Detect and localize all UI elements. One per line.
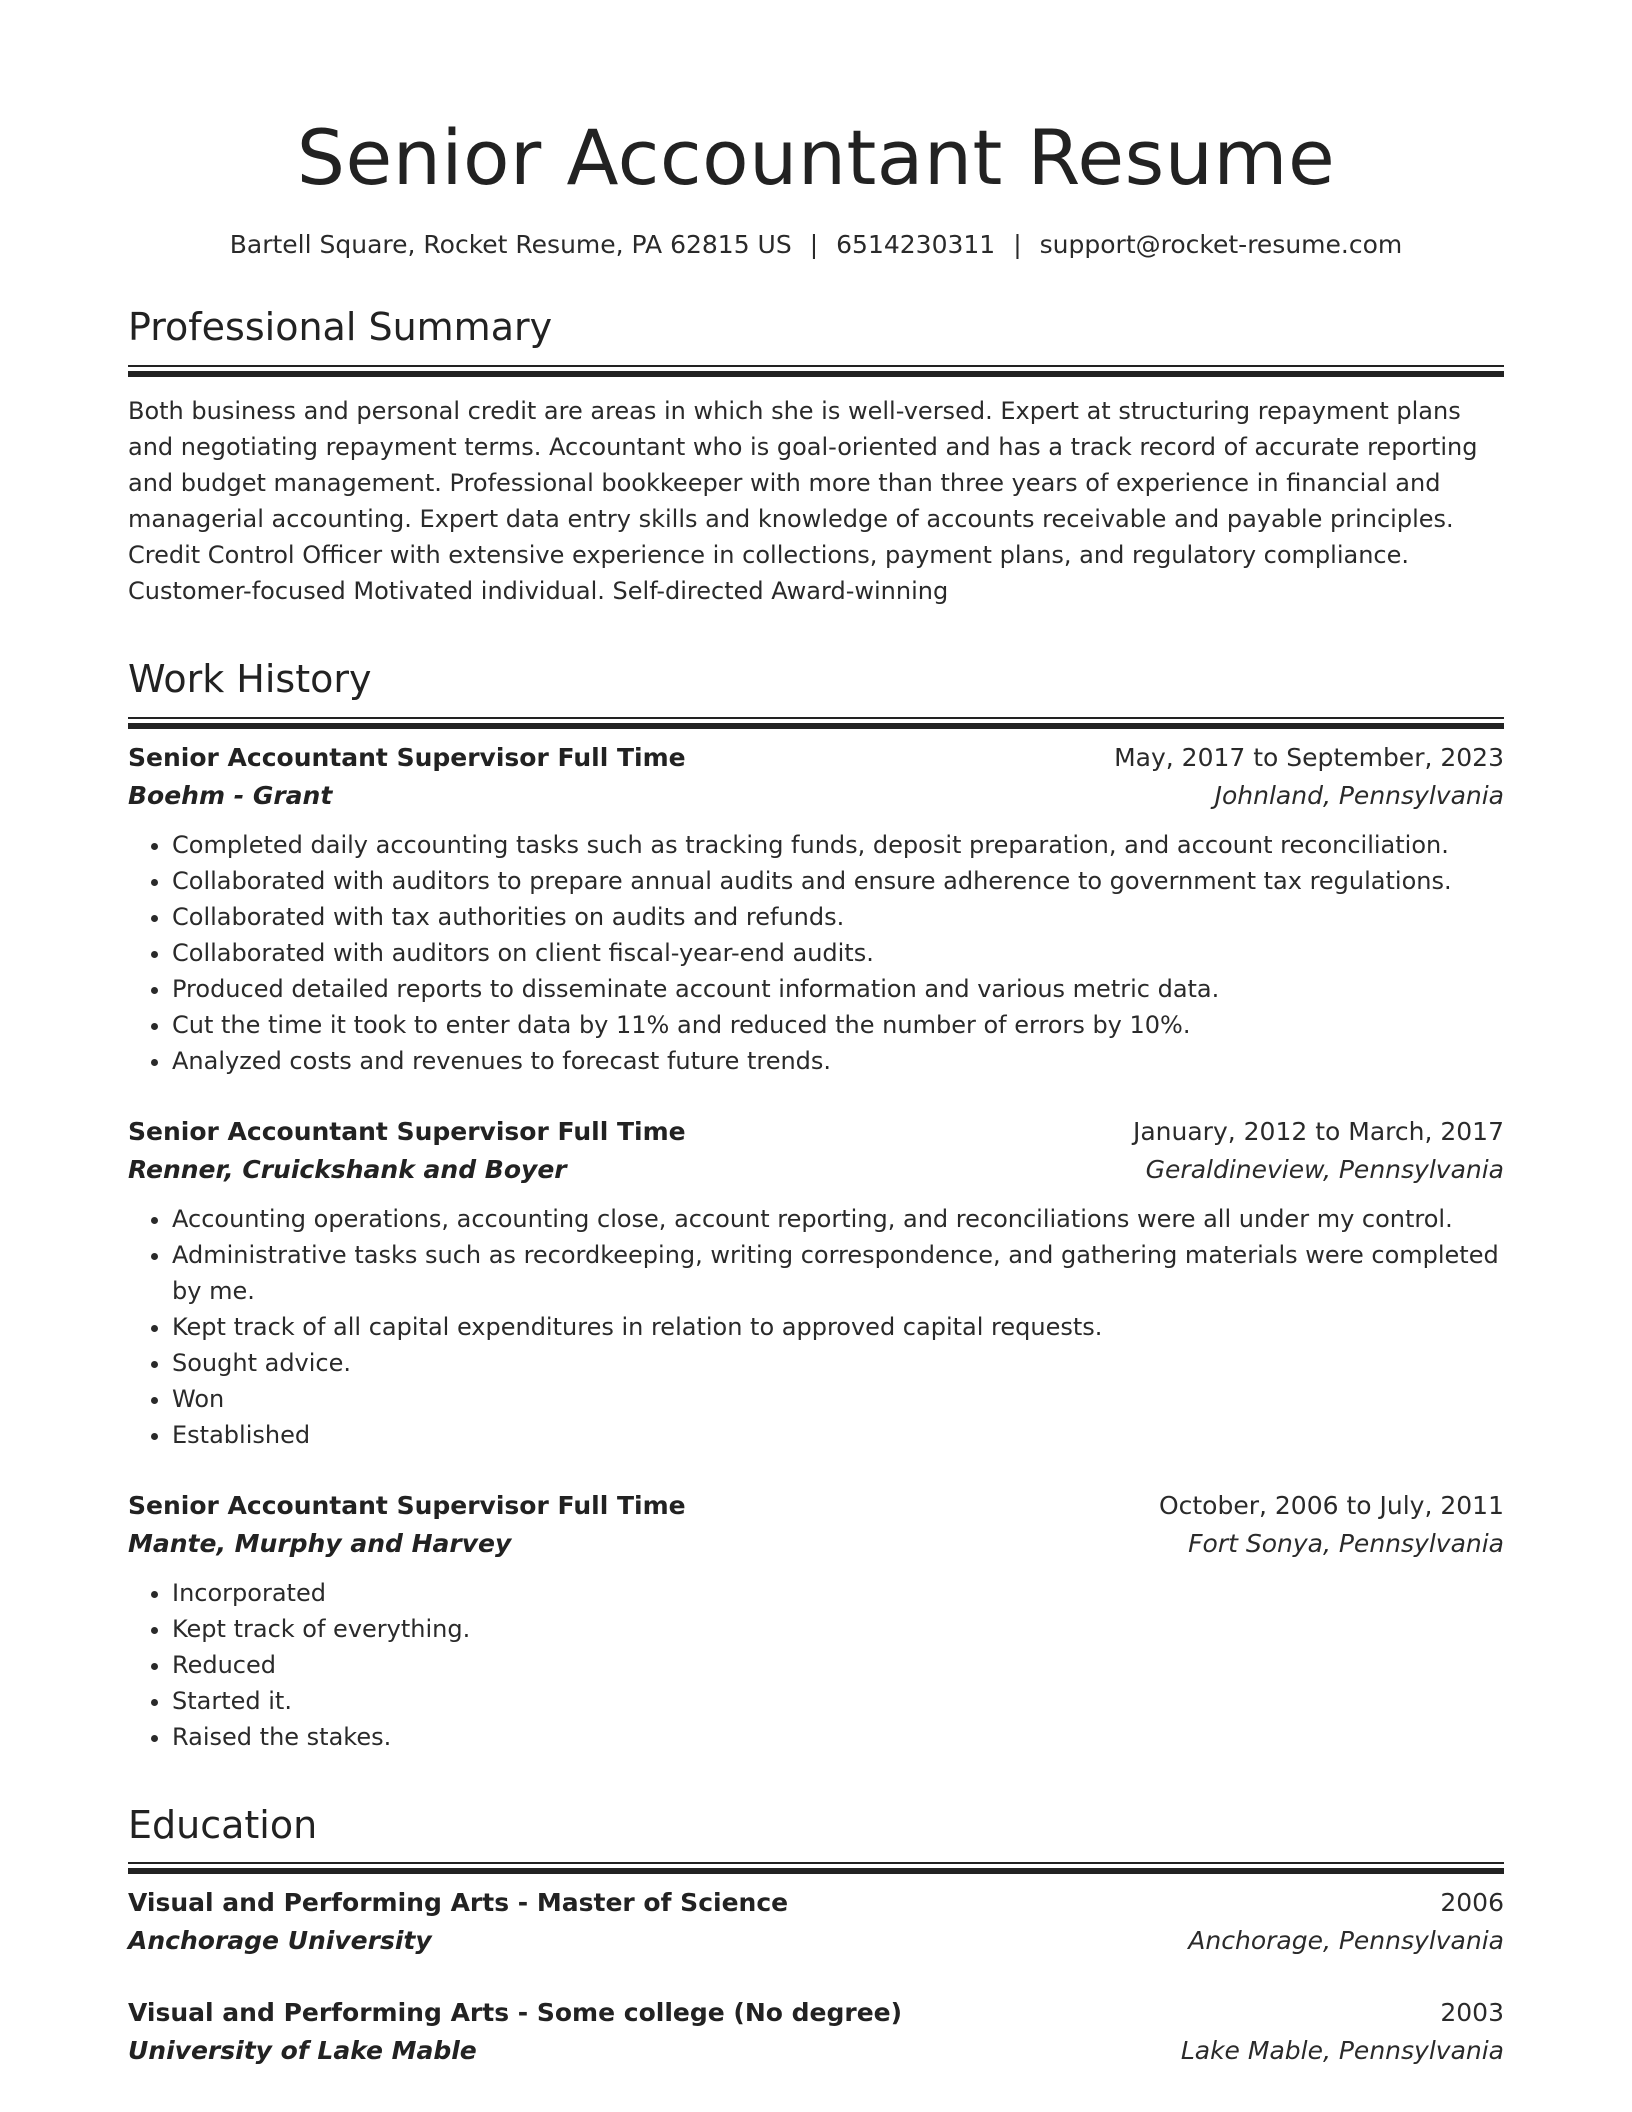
summary-text: Both business and personal credit are areas in which she is well-versed. Expert at structuring repayment plans and negotiating repayment terms. Accountant who is goal-oriented and has a track record of accurate reporting and budget management. Professional bookkeeper with more than three years of experience in financial and managerial accounting. Expert data entry skills and knowledge of accounts receivable and payable principles. Credit Control Officer with extensive experience in collections, payment plans, and regulatory compliance. Customer-focused Motivated individual. Self-directed Award-winning (128, 396, 1478, 605)
job-bullet: • Administrative tasks such as recordkeeping, writing correspondence, and gathering materials were completed by me. (172, 1237, 1504, 1309)
school-location: Anchorage, Pennsylvania (1188, 1926, 1504, 1956)
job-title: Senior Accountant Supervisor Full Time (128, 1116, 686, 1146)
job-bullets (128, 1575, 1504, 1755)
job-header (128, 1113, 1504, 1151)
job-bullet: • Sought advice. (172, 1345, 1504, 1381)
contact-phone: 6514230311 (836, 230, 996, 259)
job-bullet: • Collaborated with auditors to prepare annual audits and ensure adherence to government tax regulations. (172, 863, 1504, 899)
education-year: 2006 (1440, 1888, 1504, 1918)
job-bullet: • Kept track of everything. (172, 1611, 1504, 1647)
job-bullet: • Started it. (172, 1683, 1504, 1719)
education-entry (128, 1994, 1504, 2070)
section-divider (128, 365, 1504, 367)
summary-section (128, 307, 1504, 609)
job-bullet: • Produced detailed reports to disseminate account information and various metric data. (172, 971, 1504, 1007)
job-bullet: • Won (172, 1381, 1504, 1417)
section-title: Work History (128, 656, 372, 701)
contact-separator: | (809, 230, 819, 259)
section-divider (128, 1862, 1504, 1864)
job-bullet: • Collaborated with tax authorities on audits and refunds. (172, 899, 1504, 935)
job-subheader (128, 1151, 1504, 1189)
contact-separator: | (1013, 230, 1022, 259)
job-entry (128, 1487, 1504, 1755)
job-bullet: • Raised the stakes. (172, 1719, 1504, 1755)
job-title: Senior Accountant Supervisor Full Time (128, 742, 686, 772)
job-dates: January, 2012 to March, 2017 (1132, 1116, 1504, 1146)
job-header (128, 739, 1504, 777)
job-bullet: • Accounting operations, accounting close, account reporting, and reconciliations were all under my control. (172, 1201, 1504, 1237)
job-dates: May, 2017 to September, 2023 (1114, 742, 1504, 772)
job-subheader (128, 777, 1504, 815)
education-entry (128, 1884, 1504, 1960)
job-bullet: • Completed daily accounting tasks such as tracking funds, deposit preparation, and account reconciliation. (172, 827, 1504, 863)
contact-email: support@rocket-resume.com (1039, 230, 1403, 259)
job-subheader (128, 1525, 1504, 1563)
school-location: Lake Mable, Pennsylvania (1180, 2036, 1504, 2066)
degree-name: Visual and Performing Arts - Some college (No degree) (128, 1998, 903, 2028)
education-header (128, 1994, 1504, 2032)
education-header (128, 1884, 1504, 1922)
job-title: Senior Accountant Supervisor Full Time (128, 1490, 686, 1520)
job-location: Geraldineview, Pennsylvania (1145, 1154, 1504, 1184)
job-dates: October, 2006 to July, 2011 (1158, 1490, 1504, 1520)
education-section (128, 1802, 1504, 2071)
job-bullets (128, 827, 1504, 1079)
contact-address: Bartell Square, Rocket Resume, PA 62815 US (229, 230, 792, 259)
job-bullet: • Incorporated (172, 1575, 1504, 1611)
employer-name: Boehm - Grant (128, 780, 333, 810)
school-name: Anchorage University (128, 1926, 432, 1956)
job-bullet: • Reduced (172, 1647, 1504, 1683)
degree-name: Visual and Performing Arts - Master of Science (128, 1888, 789, 1918)
section-title: Professional Summary (128, 305, 553, 349)
employer-name: Renner, Cruickshank and Boyer (128, 1154, 567, 1184)
job-bullet: • Kept track of all capital expenditures in relation to approved capital requests. (172, 1309, 1504, 1345)
education-subheader (128, 1922, 1504, 1960)
job-bullet: • Cut the time it took to enter data by 11% and reduced the number of errors by 10%. (172, 1007, 1504, 1043)
job-bullet: • Collaborated with auditors on client fiscal-year-end audits. (172, 935, 1504, 971)
job-bullet: • Established (172, 1417, 1504, 1453)
job-bullet: • Analyzed costs and revenues to forecast future trends. (172, 1043, 1504, 1079)
section-title: Education (128, 1802, 318, 1847)
work-history-section (128, 656, 1504, 1755)
section-divider (128, 717, 1504, 719)
job-bullets (128, 1201, 1504, 1453)
resume-title: Senior Accountant Resume (296, 113, 1336, 202)
school-name: University of Lake Mable (128, 2036, 477, 2066)
job-header (128, 1487, 1504, 1525)
contact-line (128, 230, 1504, 259)
employer-name: Mante, Murphy and Harvey (128, 1528, 512, 1558)
job-location: Johnland, Pennsylvania (1214, 780, 1504, 810)
education-year: 2003 (1440, 1998, 1504, 2028)
job-entry (128, 1113, 1504, 1453)
job-entry (128, 739, 1504, 1079)
education-subheader (128, 2032, 1504, 2070)
job-location: Fort Sonya, Pennsylvania (1188, 1528, 1504, 1558)
